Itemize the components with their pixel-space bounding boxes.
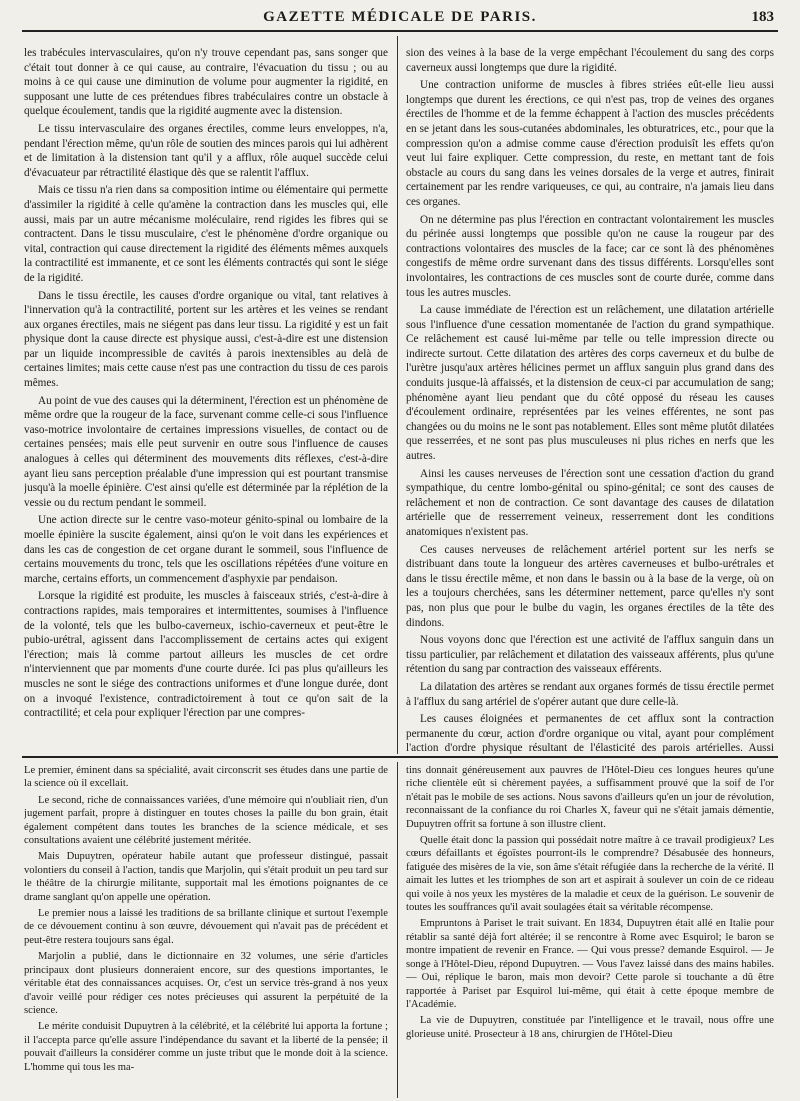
paragraph: Le premier nous a laissé les traditions de sa brillante clinique et surtout l'exemple de ce dévouement continu à son œuvre, dévouement qui n'avait pas de précédent et peut-être restera toujours sans égal. — [24, 908, 388, 946]
paragraph: Ces causes nerveuses de relâchement artériel portent sur les nerfs se distribuant dans toute la longueur des artères caverneuses et bulbo-urétrales et dans le tissu érectile même, et non dans le bassin ou à la base de la verge, où on les a toujours cherchées, sans les déterminer nettement, parce qu'elles n'y sont pas, non plus que pour le bulbe du vagin, les organes érectiles de la tête des dindons. — [406, 543, 774, 629]
paragraph: Une contraction uniforme de muscles à fibres striées eût-elle lieu aussi longtemps que durent les érections, ce qui n'est pas, trop de veines des organes érectiles de l'homme et de la femme échappent à l'action des muscles précédents en se jetant dans les sous-cutanées abdominales, les obturatrices, etc., pour que la compression qu'on a admise comme cause d'érection produisît les effets qu'on veut lui faire expliquer. Cette compression, du reste, en mettant tant de fois obstacle au cours du sang dans les veines dorsales de la verge et autres, finirait certainement par les rendre variqueuses, ce qui, au contraire, n'a jamais lieu dans ces organes. — [406, 79, 774, 208]
top-left-column — [24, 46, 388, 754]
paragraph: Empruntons à Pariset le trait suivant. En 1834, Dupuytren était allé en Italie pour rétablir sa santé déjà fort altérée; il se rencontre à Rome avec Esquirol; le baron se montre impatient de revenir en France. — Qui vous presse? demande Esquirol. — Je songe à l'Hôtel-Dieu, répond Dupuytren. — Vous l'avez laissé dans des mains habiles. — Oui, réplique le baron, mais mon devoir? Cette parole si touchante a dû être rapportée à Pariset par Esquirol lui-même, qui était à cette époque membre de l'Académie. — [406, 918, 774, 1010]
paragraph: sion des veines à la base de la verge empêchant l'écoulement du sang des corps caverneux aussi longtemps que dure la rigidité. — [406, 47, 774, 74]
paragraph: les trabécules intervasculaires, qu'on n'y trouve cependant pas, sans songer que c'était tout donner à ce qui cause, au contraire, l'évacuation du tissu ; ou au moins à ce qui cause une diminution de volume pour augmenter la rigidité, en supposant une lutte de ces prétendues fibres trabéculaires contre un obstacle à quelque écoulement, tandis que la rigidité augmente avec la distension. — [24, 47, 388, 118]
paragraph: Le tissu intervasculaire des organes érectiles, comme leurs enveloppes, n'a, pendant l'érection même, qu'un rôle de soutien des minces parois qui lui adhèrent et de limitation à la distension tant qu'il y a afflux, rôle auquel succède celui d'évacuateur par rétractilité élastique dès que se ralentit l'afflux. — [24, 122, 388, 179]
journal-title: GAZETTE MÉDICALE DE PARIS. — [263, 9, 537, 25]
column-divider-top — [397, 36, 398, 754]
top-right-column — [406, 46, 774, 754]
feuilleton-left-column — [24, 764, 388, 1096]
paragraph: Le mérite conduisit Dupuytren à la célébrité, et la célébrité lui apporta la fortune ; il l'accepta parce qu'elle assure l'indépendance du savant et la liberté de la pensée; il pouvait d'ailleurs la considérer comme un juste tribut que le monde doit à la science. L'homme qui tous les ma- — [24, 1021, 388, 1073]
section-divider — [22, 756, 778, 758]
paragraph: Quelle était donc la passion qui possédait notre maître à ce travail prodigieux? Les cœurs défaillants et égoïstes pourront-ils le comprendre? Désabusée des honneurs, fatiguée des misères de la vie, son âme s'était réfugiée dans la recherche de la vérité. Il aimait les luttes et les triomphes de son art et aspirait à soulever un coin de ce rideau qui voile à nos yeux les mystères de la maladie et ceux de la guérison. Le souvenir de toutes les souffrances qu'il avait soulagées était sa véritable récompense. — [406, 835, 774, 914]
column-divider-bottom — [397, 762, 398, 1098]
page-header — [22, 6, 778, 32]
paragraph: Mais ce tissu n'a rien dans sa composition intime ou élémentaire qui permette d'assimiler la rigidité à celle qu'amène la contraction dans les muscles qui, elle aussi, mais par un autre mécanisme moléculaire, rend rigides les fibres qui se contractent. Dans le tissu musculaire, c'est le phénomène d'ordre organique ou vital, contraction qui cause directement la rigidité des éléments mêmes auxquels la contractilité est immanente, et ce sont les éléments contractés qui sont le siége de la rigidité. — [24, 184, 388, 284]
paragraph: Dans le tissu érectile, les causes d'ordre organique ou vital, tant relatives à l'innervation qu'à la contractilité, portent sur les artères et les veines se rendant aux organes érectiles, mais ne siégent pas dans leur tissu. La rigidité y est un fait physique dont la cause directe est physique aussi, c'est-à-dire est une distension par un liquide incompressible de cavités à parois inextensibles au delà de certaines limites; mais cette cause n'est pas une contraction du tissu de ces parois mêmes. — [24, 289, 388, 390]
paragraph: La dilatation des artères se rendant aux organes formés de tissu érectile permet à l'afflux du sang artériel de s'opérer autant que dure celle-là. — [406, 680, 774, 708]
paragraph: On ne détermine pas plus l'érection en contractant volontairement les muscles du périnée aussi longtemps que possible qu'on ne cause la rougeur par des contractions volontaires des muscles de la face; car ce sont là des phénomènes congestifs de même ordre survenant dans des tissus différents. Lorsqu'elles sont involontaires, les contractions de ces muscles sont de courte durée, comme dans tous les autres muscles. — [406, 213, 774, 299]
paragraph: La cause immédiate de l'érection est un relâchement, une dilatation artérielle sous l'influence d'une cessation momentanée de l'action du grand sympathique. Ce relâchement est causé lui-même par telle ou telle impression directe ou indirecte surtout. Cette dilatation des artères des corps caverneux et du bulbe de l'urètre jusqu'aux artères hélicines permet un afflux sanguin plus grand dans des conduits jusque-là affaissés, et la distension de ceux-ci par accumulation de sang; phénomène ayant lieu pendant que du côté opposé du réseau les causes d'écoulement ordinaire, représentées par les veines efférentes, ne sont pas changées ou du moins ne le sont pas notablement. Elles sont même plutôt dilatées que resserrées, et ne sont pas plus musculeuses ni plus riches en nerfs que les autres. — [406, 304, 774, 463]
paragraph: tins donnait généreusement aux pauvres de l'Hôtel-Dieu ces longues heures qu'une riche clientèle eût si chèrement payées, a suffisamment prouvé que la soif de l'or n'était pas le mobile de ses actions. Nous savons d'ailleurs qu'en un jour de révolution, reconnaissant de la confiance du roi Charles X, faveur qui ne s'était jamais démentie, Dupuytren offrit sa fortune à son illustre client. — [406, 765, 774, 830]
page-number: 183 — [751, 9, 774, 25]
paragraph: Lorsque la rigidité est produite, les muscles à faisceaux striés, c'est-à-dire à contractions rapides, mais temporaires et intermittentes, soumises à l'influence de la volonté, tels que les bulbo-caverneux, ischio-caverneux et peut-être le pubio-urétral, agissent dans l'accomplissement de certains actes qui exigent l'érection; mais là comme partout ailleurs les muscles de cet ordre n'interviennent que par moments d'une courte durée. Ici pas plus qu'ailleurs les muscles ne sont le siége des contractions uniformes et d'une longue durée, dont on a invoqué l'existence, contradictoirement à tout ce qu'on sait de la contractilité; et cela pour expliquer l'érection par une compres- — [24, 590, 388, 720]
paragraph: Le second, riche de connaissances variées, d'une mémoire qui n'oubliait rien, d'un jugement parfait, propre à distinguer en toutes choses la paille du bon grain, était également compétent dans toutes les branches de la science médicale, et ses consultations avaient une célébrité justement méritée. — [24, 794, 388, 847]
paragraph: Marjolin a publié, dans le dictionnaire en 32 volumes, une série d'articles principaux dont plusieurs donneraient encore, sur des questions importantes, le véritable état des connaissances acquises. Or, c'est un service très-grand à nos yeux d'avoir veillé pour rédiger ces notes précieuses qui assurent la perpétuité de la science. — [24, 951, 388, 1016]
paragraph: Les causes éloignées et permanentes de cet afflux sont la contraction permanente du cœur, action d'ordre organique ou vital, ayant pour complément l'action d'ordre physique résultant de l'élasticité des parois artérielles. Aussi — [406, 713, 774, 754]
feuilleton-right-column — [406, 764, 774, 1096]
paragraph: Le premier, éminent dans sa spécialité, avait circonscrit ses études dans une partie de la science où il excellait. — [24, 765, 388, 790]
paragraph: La vie de Dupuytren, constituée par l'intelligence et le travail, nous offre une glorieuse unité. Prosecteur à 18 ans, chirurgien de l'Hôtel-Dieu — [406, 1015, 774, 1040]
paragraph: Mais Dupuytren, opérateur habile autant que professeur distingué, passait volontiers du conseil à l'action, tandis que Marjolin, qui s'était produit un peu tard sur le théâtre de la chirurgie militante, supportait mal les émotions poignantes de ce drame sanglant qu'on appelle une opération. — [24, 851, 388, 903]
paragraph: Ainsi les causes nerveuses de l'érection sont une cessation d'action du grand sympathique, du centre lombo-génital ou spino-génital; ce sont des causes de relâchement et non de contraction. Ce sont davantage des causes de dilatation artérielle que de resserrement veineux, resserrement dont les conditions anatomiques n'existent pas. — [406, 467, 774, 538]
paragraph: Au point de vue des causes qui la déterminent, l'érection est un phénomène de même ordre que la rougeur de la face, survenant comme celle-ci sous l'influence vaso-motrice involontaire de certaines impressions visuelles, de contact ou de certaines pensées; mais elle peut survenir en outre sous l'influence de causes analogues à celles qui déterminent des mouvements dits réflexes, c'est-à-dire ayant lieu sans perception préalable d'une impression qui est pourtant transmise jusqu'à la moelle épinière. C'est ainsi qu'elle est déterminée par la réplétion de la vessie ou du rectum pendant le sommeil. — [24, 394, 388, 509]
paragraph: Une action directe sur le centre vaso-moteur génito-spinal ou lombaire de la moelle épinière la suscite également, ainsi qu'on le voit dans les expériences et dans les cas de congestion de cet organe durant le sommeil, sous l'influence de certains mouvements du tronc, tels que les oscillations répétées d'une voiture en marche, certains efforts, un commencement d'asphyxie par pendaison. — [24, 514, 388, 585]
paragraph: Nous voyons donc que l'érection est une activité de l'afflux sanguin dans un tissu particulier, par relâchement et dilatation des vaisseaux afférents, plus qu'une rétention du sang par contraction des vaisseaux efférents. — [406, 634, 774, 676]
